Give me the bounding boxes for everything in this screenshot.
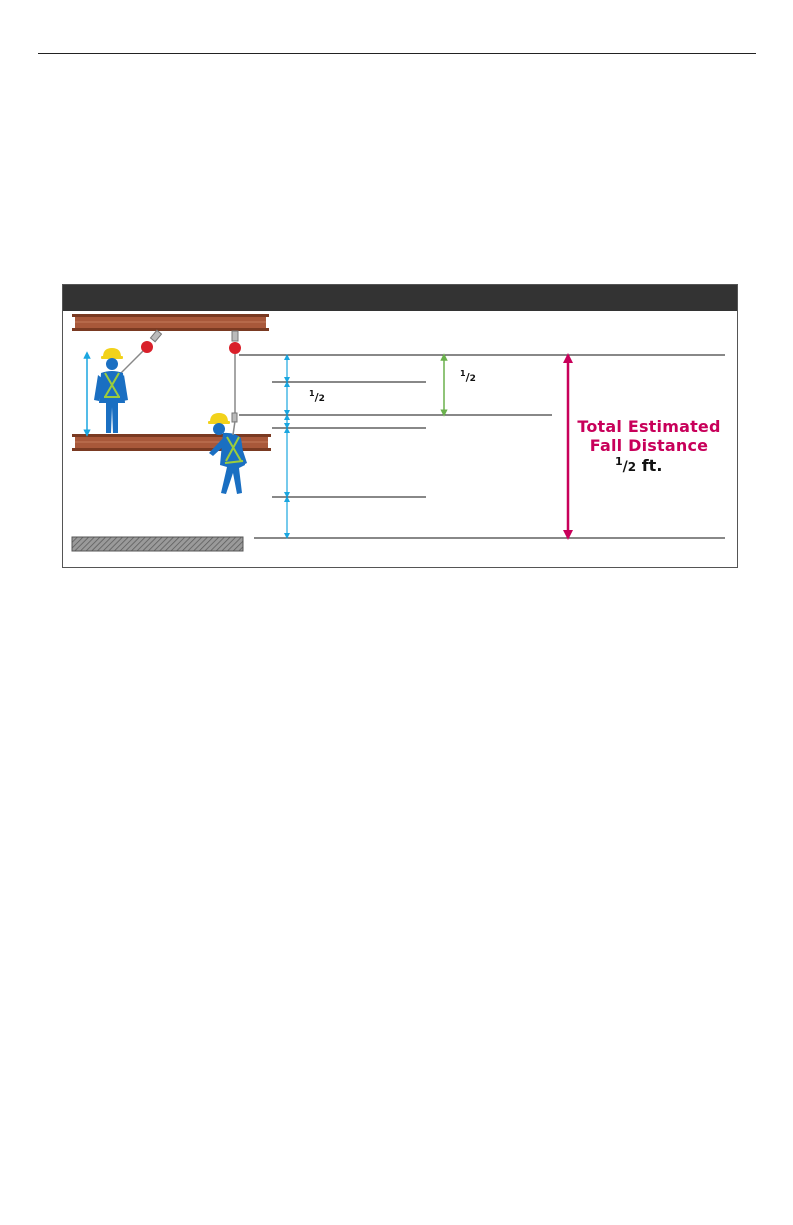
anchor-connector-icon (115, 330, 162, 379)
fall-distance-figure (62, 284, 738, 568)
worker-standing-icon (94, 348, 128, 433)
total-label-line2: Fall Distance (589, 436, 709, 455)
segment-fraction-label: $^1$/2 (309, 389, 325, 404)
ground-hatch-icon (72, 537, 243, 551)
worker-fallen-icon (208, 413, 247, 494)
total-fall-distance-value: $^1$/2 ft. (615, 455, 663, 475)
free-fall-fraction-label: $^1$/2 (460, 369, 476, 384)
total-label-line1: Total Estimated (577, 417, 721, 436)
total-fall-distance-label (563, 417, 735, 455)
header-rule (38, 53, 756, 54)
lifeline-anchor-icon (229, 331, 241, 422)
upper-beam (72, 314, 269, 331)
